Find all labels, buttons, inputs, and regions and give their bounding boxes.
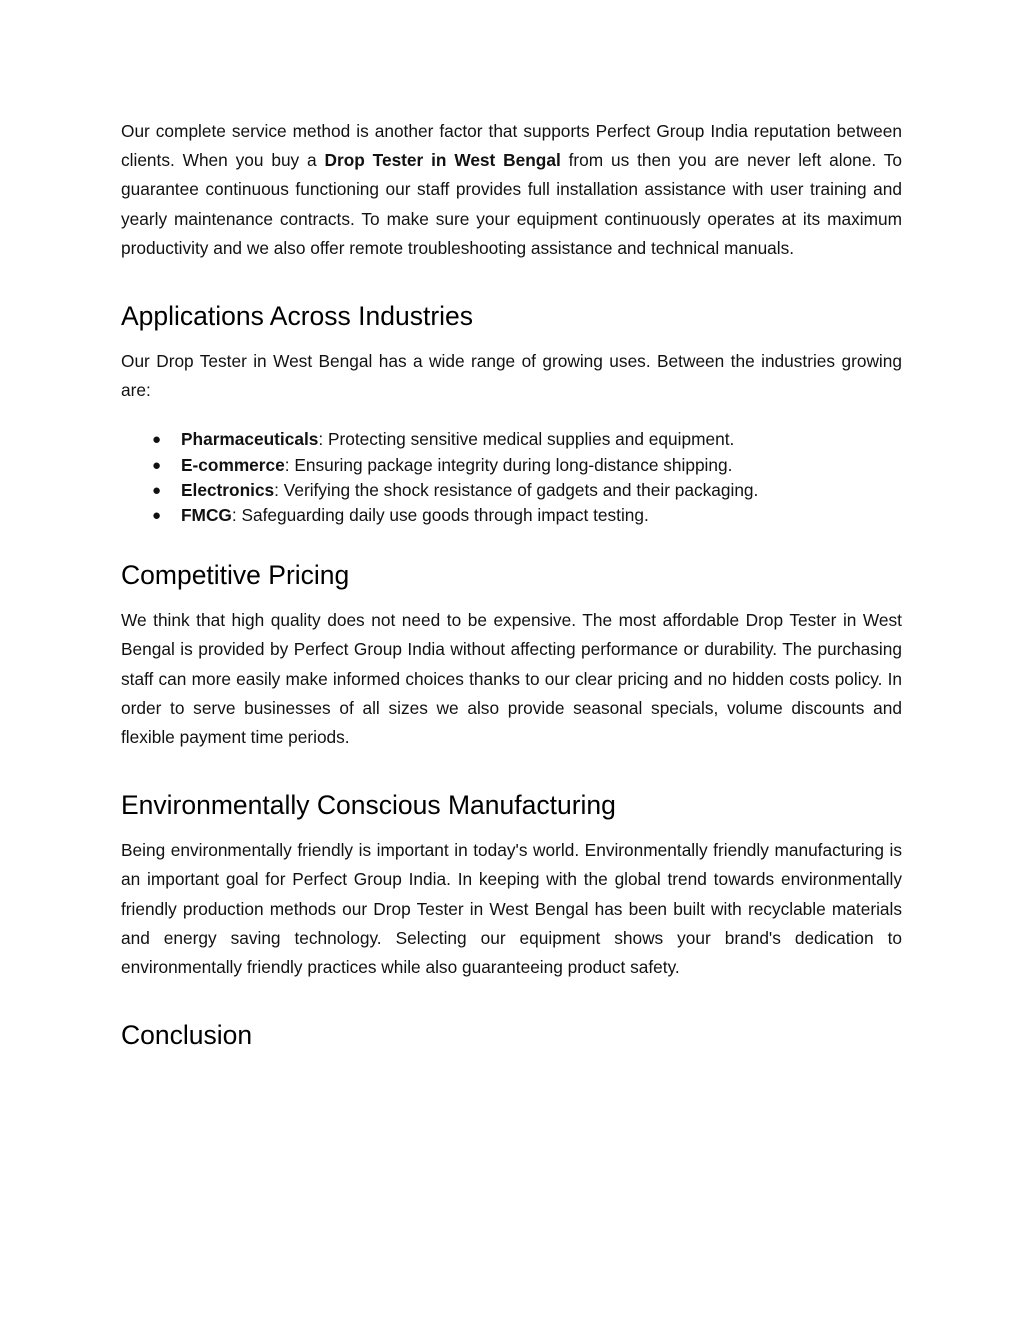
intro-text-after: from us then you are never left alone. To guarantee continuous functioning our staff provides full installation assistance with user training and yearly maintenance contracts. To make sure your equipment continuously operates at its maximum productivity and we also offer remote troubleshooting assistance and technical manuals. [121, 150, 902, 258]
list-item [121, 503, 902, 528]
intro-paragraph [121, 117, 902, 263]
applications-heading: Applications Across Industries [121, 301, 474, 332]
industries-list [121, 427, 902, 528]
spacer [121, 263, 902, 299]
bullet-icon: ● [152, 456, 162, 474]
list-item-desc: : Safeguarding daily use goods through impact testing. [231, 505, 649, 526]
applications-paragraph: Our Drop Tester in West Bengal has a wide range of growing uses. Between the industries growing are: [121, 351, 902, 401]
bullet-icon: ● [152, 507, 162, 525]
bullet-icon: ● [152, 431, 162, 449]
intro-bold-phrase: Drop Tester in West Bengal [324, 150, 561, 171]
environment-heading: Environmentally Conscious Manufacturing [121, 790, 616, 821]
spacer [121, 822, 902, 836]
list-item-term: FMCG [181, 505, 232, 526]
intro-text-before: Our complete service method is another factor that supports Perfect Group India reputation between clients. When you buy a [121, 121, 902, 171]
spacer [121, 405, 902, 427]
conclusion-heading: Conclusion [121, 1020, 253, 1051]
list-item-desc: : Ensuring package integrity during long-distance shipping. [284, 454, 733, 475]
spacer [121, 982, 902, 1018]
spacer [121, 528, 902, 558]
spacer [121, 752, 902, 788]
list-item-term: Electronics [181, 479, 275, 500]
spacer [121, 592, 902, 606]
list-item-term: Pharmaceuticals [181, 429, 319, 450]
list-item-desc: : Protecting sensitive medical supplies and equipment. [318, 429, 735, 450]
document-page [121, 117, 902, 1052]
list-item-desc: : Verifying the shock resistance of gadgets and their packaging. [274, 479, 759, 500]
list-item [121, 478, 902, 503]
environment-paragraph: Being environmentally friendly is important in today's world. Environmentally friendly manufacturing is an important goal for Perfect Group India. In keeping with the global trend towards environmentally friendly production methods our Drop Tester in West Bengal has been built with recyclable materials and energy saving technology. Selecting our equipment shows your brand's dedication to environmentally friendly practices while also guaranteeing product safety. [121, 840, 902, 978]
pricing-heading: Competitive Pricing [121, 560, 350, 591]
list-item [121, 427, 902, 452]
list-item [121, 453, 902, 478]
spacer [121, 333, 902, 347]
list-item-term: E-commerce [181, 454, 285, 475]
pricing-paragraph: We think that high quality does not need to be expensive. The most affordable Drop Tester in West Bengal is provided by Perfect Group India without affecting performance or durability. The purchasing staff can more easily make informed choices thanks to our clear pricing and no hidden costs policy. In order to serve businesses of all sizes we also provide seasonal specials, volume discounts and flexible payment time periods. [121, 610, 902, 748]
bullet-icon: ● [152, 481, 162, 499]
